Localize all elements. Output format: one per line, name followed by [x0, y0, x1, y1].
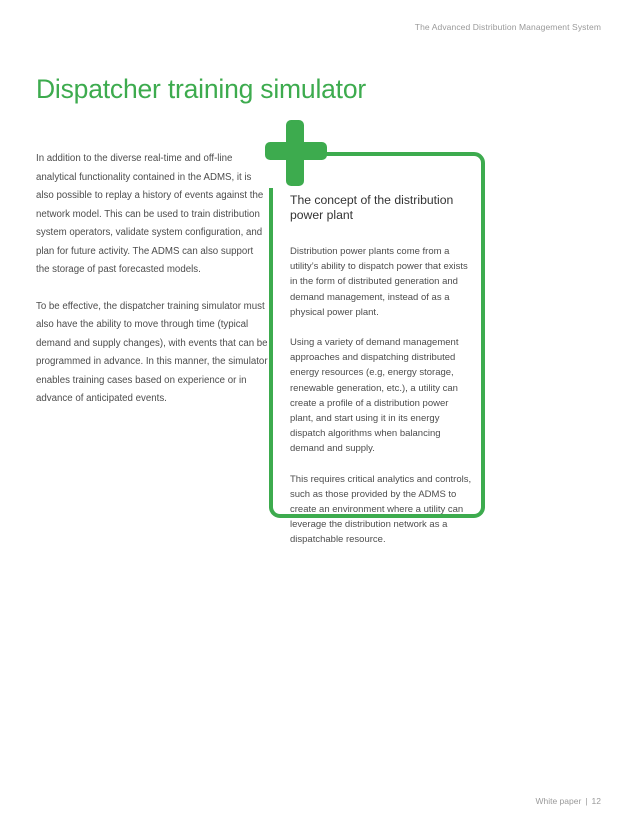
- body-paragraph: To be effective, the dispatcher training simulator must also have the ability to move through time (typical demand and supply changes), with events that can be programmed in advance. In this manner, the simulator enables training cases based on experience or in advance of anticipated events.: [36, 300, 268, 404]
- callout-heading: The concept of the distribution power plant: [290, 193, 454, 222]
- page-footer: [535, 796, 601, 806]
- callout-paragraph: Using a variety of demand management approaches and dispatching distributed energy resources (e.g, energy storage, renewable generation, etc.), a utility can create a profile of a distribution power plant, and start using it in its energy dispatch algorithms when balancing demand and supply.: [290, 337, 459, 455]
- callout-paragraph: This requires critical analytics and controls, such as those provided by the ADMS to create an environment where a utility can leverage the distribution network as a dispatchable resource.: [290, 473, 472, 546]
- body-text-column: [36, 150, 268, 427]
- page-number: 12: [591, 796, 601, 806]
- footer-label: White paper: [535, 796, 582, 806]
- plus-icon-bar: [265, 142, 327, 160]
- callout-content: [290, 193, 474, 563]
- callout-paragraph: Distribution power plants come from a utility’s ability to dispatch power that exists in the form of distributed generation and demand management, instead of as a physical power plant.: [290, 246, 468, 318]
- body-paragraph: In addition to the diverse real-time and off-line analytical functionality contained in the ADMS, it is also possible to replay a history of events against the network model. This can be used to train distribution system operators, validate system configuration, and plan for future activity. The ADMS can also support the storage of past forecasted models.: [36, 153, 264, 275]
- footer-separator: |: [585, 796, 588, 806]
- page-title: Dispatcher training simulator: [36, 74, 367, 104]
- document-header-title: The Advanced Distribution Management System: [414, 22, 601, 32]
